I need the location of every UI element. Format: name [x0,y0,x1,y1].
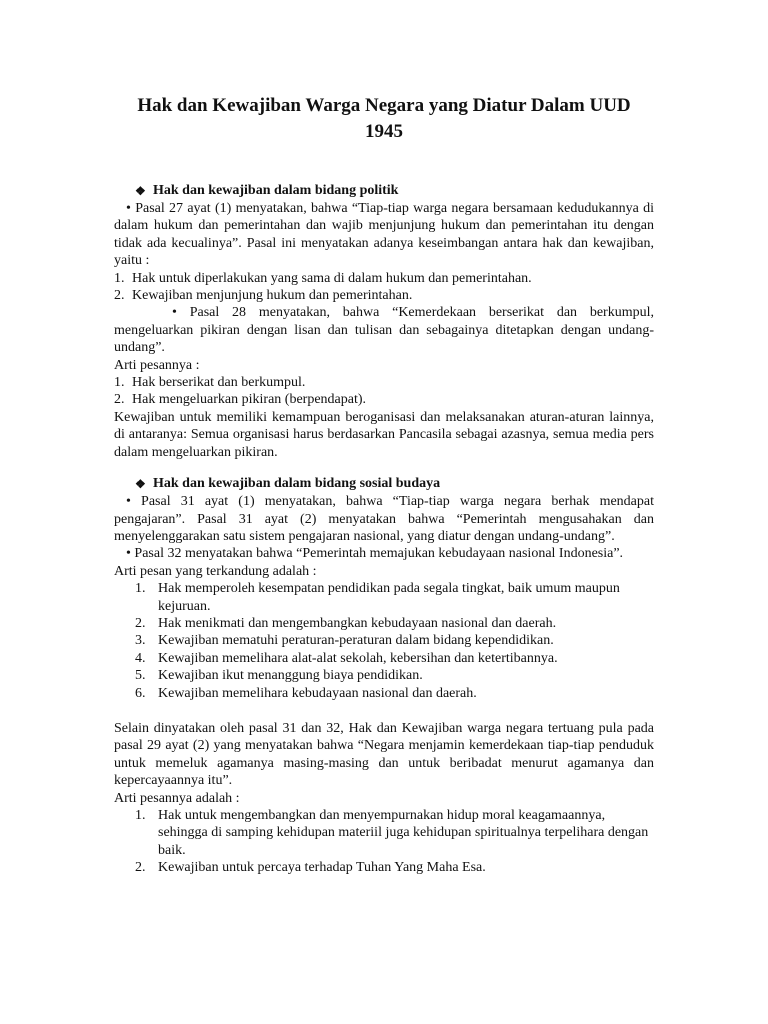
list-number: 4. [135,650,146,666]
arti-pesan-label: Arti pesannya : [114,357,200,373]
list-item [114,270,654,287]
paragraph-pasal-31: • Pasal 31 ayat (1) menyatakan, bahwa “Tiap-tiap warga negara berhak mendapat pengajaran”. Pasal 31 ayat (2) menyatakan bahwa “Pemerintah mengusahakan dan menyelenggarakan satu sistem pengajaran nasional, yang diatur dengan undang-undang”. [114,494,654,544]
list-text: Hak untuk diperlakukan yang sama di dalam hukum dan pemerintahan. [132,270,532,286]
section-heading-label: Hak dan kewajiban dalam bidang sosial budaya [153,476,441,492]
list-item [114,859,654,876]
arti-pesan-label: Arti pesannya adalah : [114,790,240,806]
list-text: Hak untuk mengembangkan dan menyempurnakan hidup moral keagamaannya, sehingga di samping kehidupan materiil juga kehidupan spiritualnya terpelihara dengan baik. [158,808,649,858]
diamond-bullet-icon: ❖ [135,184,146,198]
list-number: 6. [135,685,146,701]
section-heading-politik [135,182,654,200]
list-number: 2. [135,860,146,876]
list-number: 1. [135,581,146,597]
list-item [114,667,654,684]
paragraph-kewajiban: Kewajiban untuk memiliki kemampuan beroganisasi dan melaksanakan aturan-aturan lainnya, di antaranya: Semua organisasi harus berdasarkan Pancasila sebagai azasnya, semua media pers dalam mengeluarkan pikiran. [114,409,654,460]
list-number: 1. [114,270,125,286]
list-item [114,287,654,304]
paragraph-pasal-28: • Pasal 28 menyatakan, bahwa “Kemerdekaan berserikat dan berkumpul, mengeluarkan pikiran dengan lisan dan tulisan dan sebagainya ditetapkan dengan undang-undang”. [114,305,654,356]
spacer [114,702,654,720]
list-text: Kewajiban memelihara kebudayaan nasional dan daerah. [158,685,477,701]
list-item [114,391,654,408]
paragraph-pasal-32: • Pasal 32 menyatakan bahwa “Pemerintah memajukan kebudayaan nasional Indonesia”. [126,546,624,562]
list-item [114,374,654,391]
arti-pesan-label: Arti pesan yang terkandung adalah : [114,563,317,579]
list-number: 2. [114,392,125,408]
paragraph-pasal-29: Selain dinyatakan oleh pasal 31 dan 32, Hak dan Kewajiban warga negara tertuang pula pada pasal 29 ayat (2) yang menyatakan bahwa “Negara menjamin kemerdekaan tiap-tiap penduduk untuk memeluk agamanya masing-masing dan untuk beribadat menurut agamanya dan kepercayaannya itu”. [114,720,654,789]
section-heading-sosial-budaya [135,475,654,493]
list-text: Hak menikmati dan mengembangkan kebudayaan nasional dan daerah. [158,615,557,631]
list-item [114,685,654,702]
list-number: 2. [135,615,146,631]
section-heading-label: Hak dan kewajiban dalam bidang politik [153,183,399,198]
list-item [114,580,654,615]
list-number: 1. [135,808,146,823]
list-text: Hak memperoleh kesempatan pendidikan pada segala tingkat, baik umum maupun kejuruan. [158,581,620,614]
list-text: Hak berserikat dan berkumpul. [132,375,306,391]
list-text: Kewajiban menjunjung hukum dan pemerintahan. [132,288,413,304]
list-text: Kewajiban untuk percaya terhadap Tuhan Yang Maha Esa. [158,860,486,876]
list-number: 2. [114,288,125,304]
list-number: 5. [135,668,146,684]
list-number: 1. [114,375,125,391]
list-text: Hak mengeluarkan pikiran (berpendapat). [132,392,367,408]
list-item [114,807,654,859]
list-item [114,650,654,667]
diamond-bullet-icon: ❖ [135,477,146,492]
list-item [114,615,654,632]
page-title: Hak dan Kewajiban Warga Negara yang Diatur Dalam UUD 1945 [137,95,631,142]
list-text: Kewajiban ikut menanggung biaya pendidikan. [158,668,423,684]
list-number: 3. [135,633,146,649]
paragraph-pasal-27: • Pasal 27 ayat (1) menyatakan, bahwa “Tiap-tiap warga negara bersamaan kedudukannya di dalam hukum dan pemerintahan dan wajib menjunjung hukum dan pemerintahan itu dengan tidak ada kecualinya”. Pasal ini menyatakan adanya keseimbangan antara hak dan kewajiban, yaitu : [114,201,654,269]
list-item [114,632,654,649]
list-text: Kewajiban mematuhi peraturan-peraturan dalam bidang kependidikan. [158,633,554,649]
list-text: Kewajiban memelihara alat-alat sekolah, kebersihan dan ketertibannya. [158,650,558,666]
